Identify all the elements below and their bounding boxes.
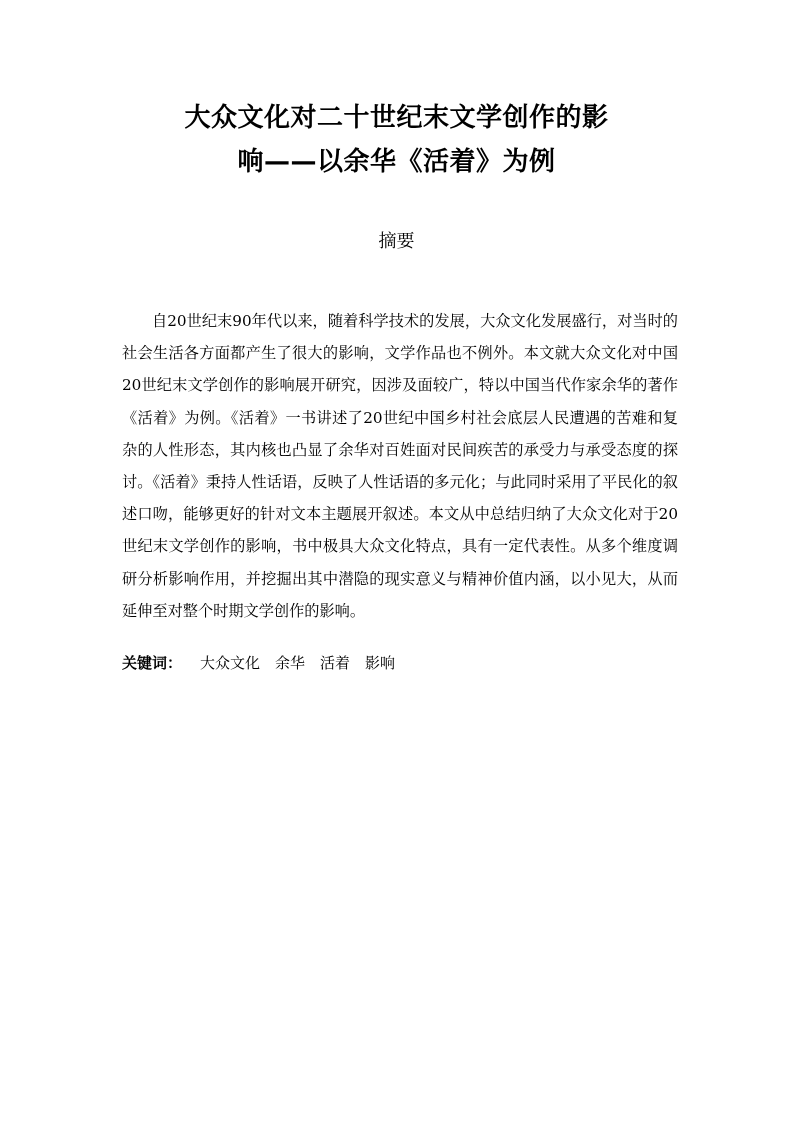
keyword-item: 大众文化 bbox=[200, 654, 261, 672]
title-line-1: 大众文化对二十世纪末文学创作的影 bbox=[184, 103, 609, 133]
keywords-label: 关键词： bbox=[122, 654, 183, 672]
keyword-item: 余华 bbox=[275, 654, 306, 672]
abstract-body: 自20世纪末90年代以来，随着科学技术的发展，大众文化发展盛行，对当时的社会生活各方面都产生了很大的影响，文学作品也不例外。本文就大众文化对中国20世纪末文学创作的影响展开研究，因涉及面较广，特以中国当代作家余华的著作《活着》为例。《活着》一书讲述了20世纪中国乡村社会底层人民遭遇的苦难和复杂的人性形态，其内核也凸显了余华对百姓面对民间疾苦的承受力与承受态度的探讨。《活着》秉持人性话语，反映了人性话语的多元化；与此同时采用了平民化的叙述口吻，能够更好的针对文本主题展开叙述。本文从中总结归纳了大众文化对于20世纪末文学创作的影响，书中极具大众文化特点，具有一定代表性。从多个维度调研分析影响作用，并挖掘出其中潜隐的现实意义与精神价值内涵，以小见大，从而延伸至对整个时期文学创作的影响。 bbox=[122, 312, 678, 620]
keywords-line bbox=[122, 650, 678, 677]
abstract-heading: 摘要 bbox=[378, 231, 415, 252]
keyword-item: 活着 bbox=[320, 654, 351, 672]
keyword-item: 影响 bbox=[365, 654, 396, 672]
title-line-2: 响——以余华《活着》为例 bbox=[237, 147, 556, 177]
